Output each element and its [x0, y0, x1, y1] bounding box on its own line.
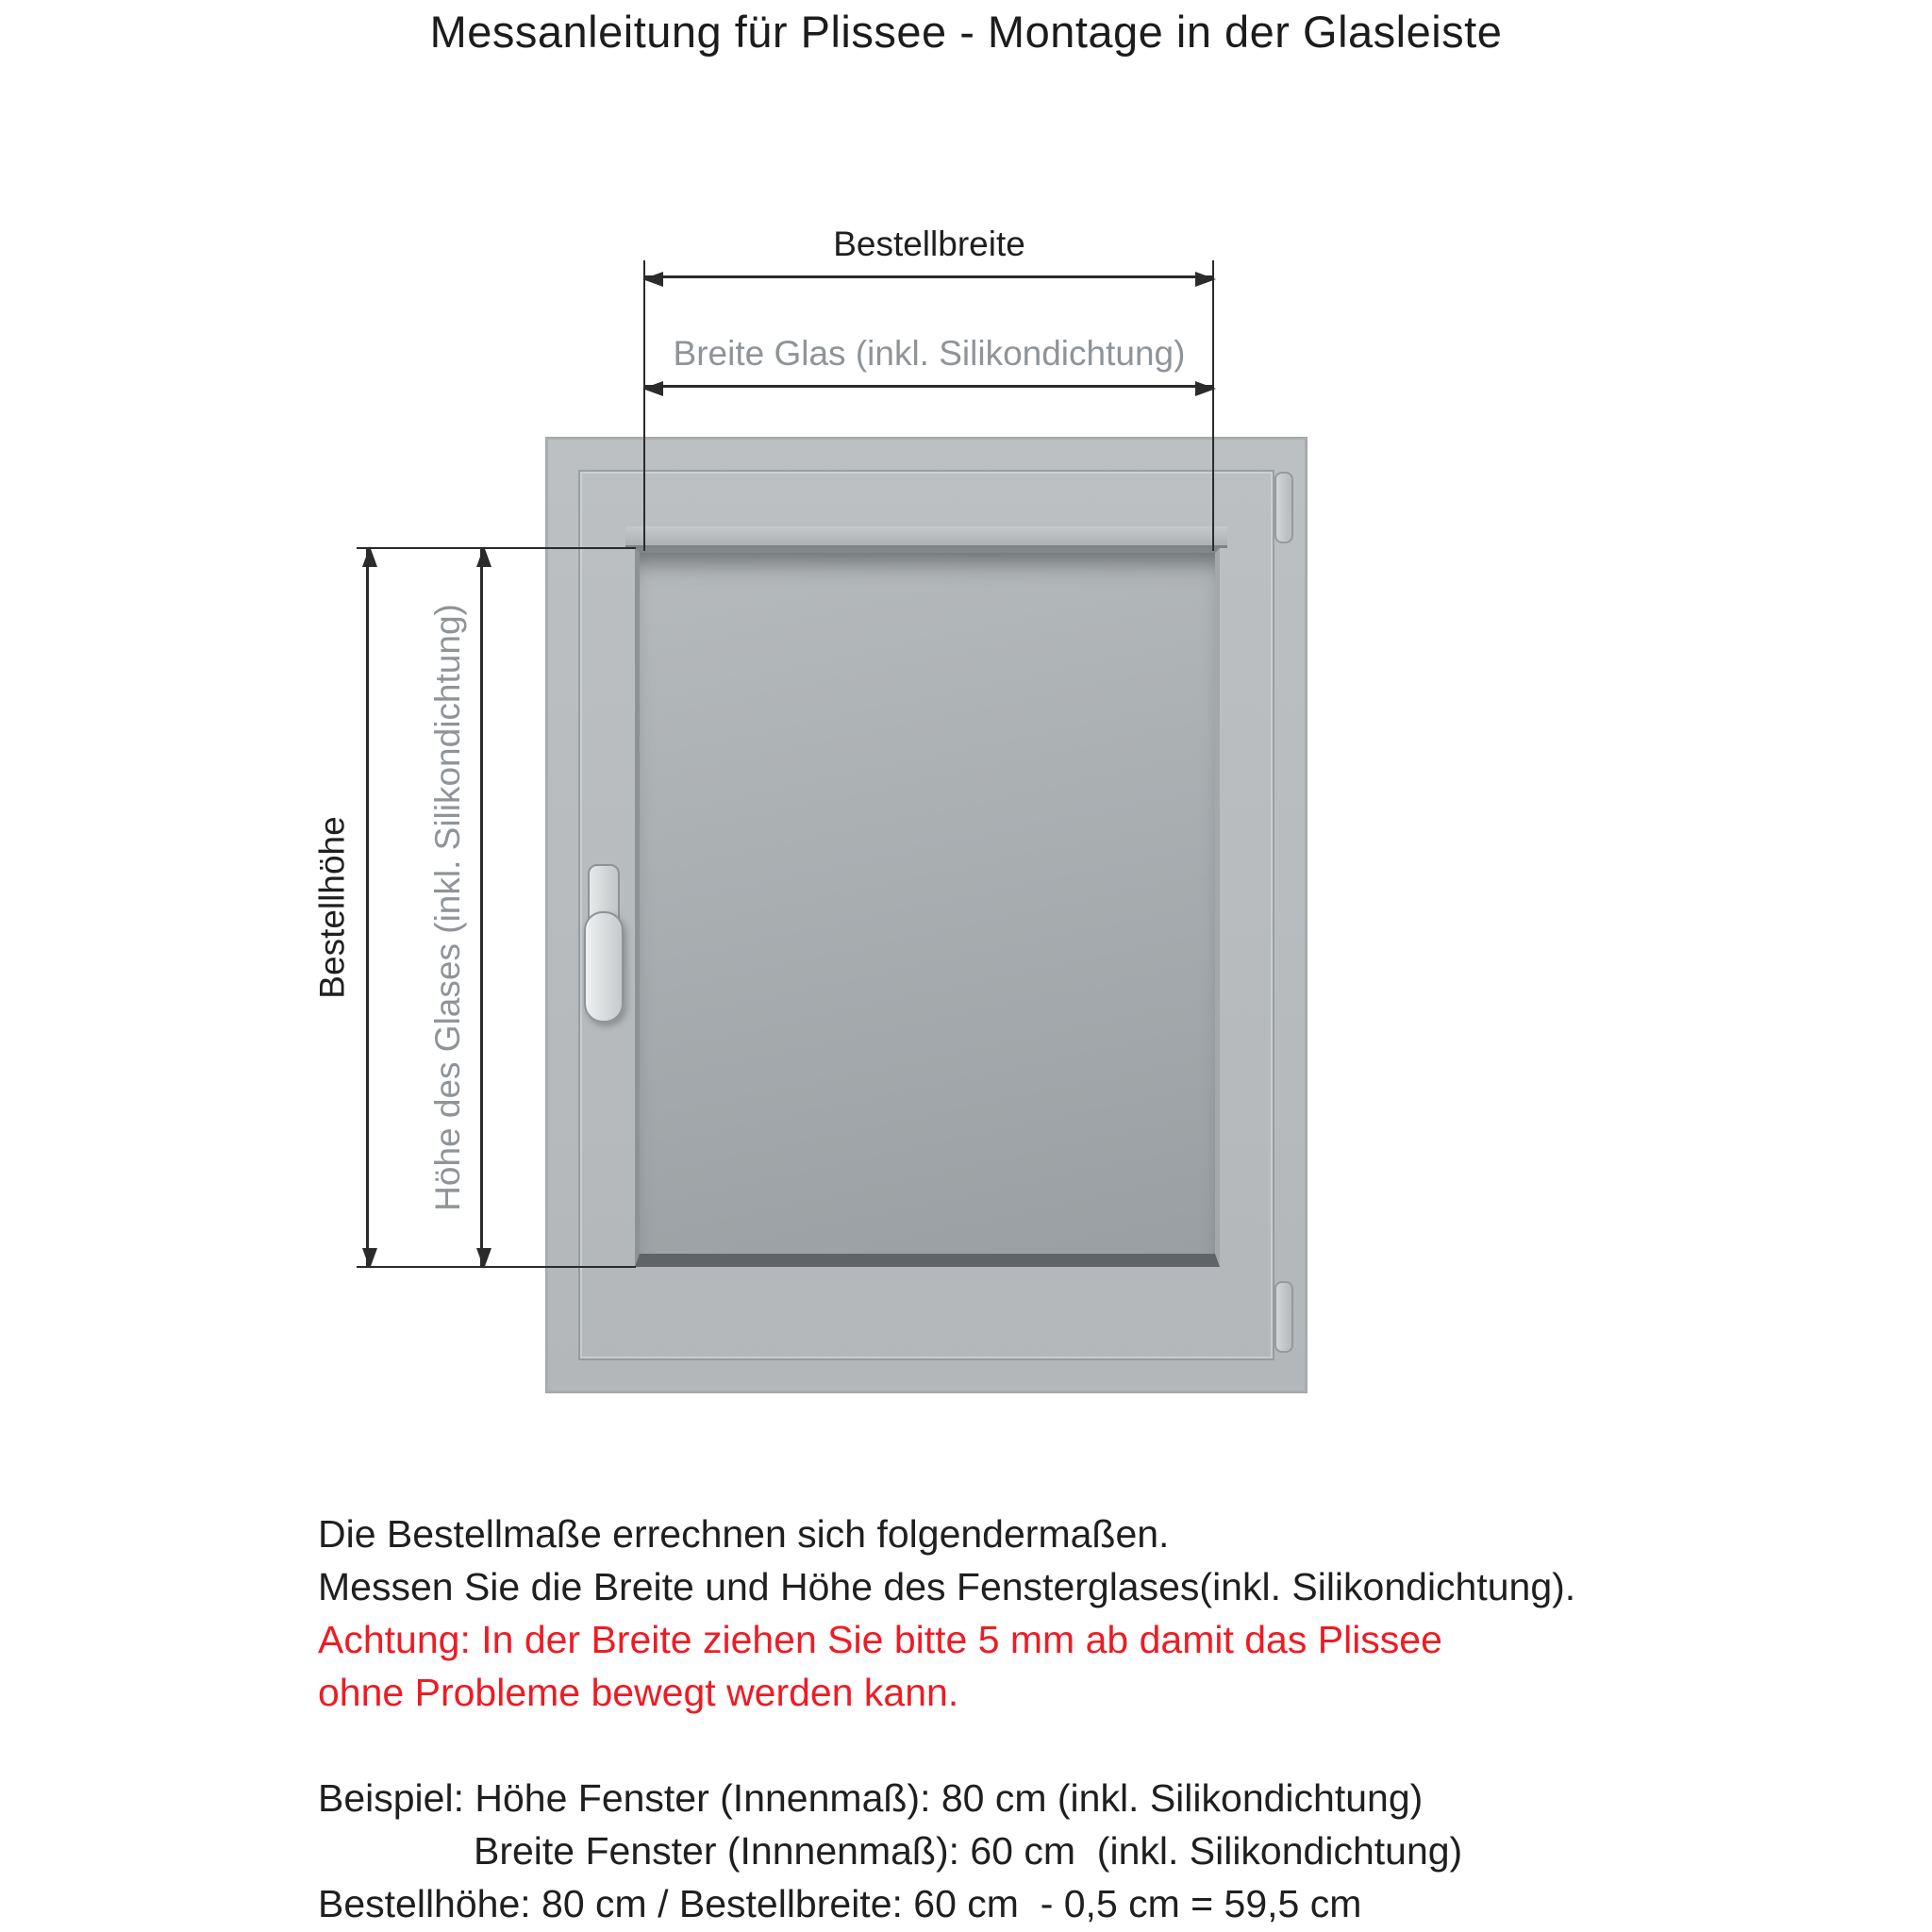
window-illustration: [546, 438, 1307, 1392]
example-block: [318, 1772, 1575, 1930]
extension-line-top: [357, 547, 636, 549]
arrowhead-left-icon: [642, 272, 663, 287]
glass-height-label: Höhe des Glases (inkl. Silikondichtung): [428, 604, 467, 1211]
glass-width-dimension-line: [644, 385, 1214, 388]
extension-line-right: [1212, 260, 1214, 551]
window-handle: [584, 911, 624, 1023]
glass-width-label: Breite Glas (inkl. Silikondichtung): [673, 334, 1186, 373]
example-line: Beispiel: Höhe Fenster (Innenmaß): 80 cm (inkl. Silikondichtung): [318, 1776, 1424, 1820]
arrowhead-left-icon: [642, 381, 663, 396]
arrowhead-up-icon: [362, 546, 377, 567]
instruction-line: Die Bestellmaße errechnen sich folgendermaßen.: [318, 1512, 1170, 1556]
order-width-label: Bestellbreite: [833, 225, 1025, 263]
instruction-line: Messen Sie die Breite und Höhe des Fensterglases(inkl. Silikondichtung).: [318, 1565, 1576, 1608]
warning-line: ohne Probleme bewegt werden kann.: [318, 1671, 959, 1714]
example-line: Bestellhöhe: 80 cm / Bestellbreite: 60 cm - 0,5 cm = 59,5 cm: [318, 1882, 1362, 1925]
window-glass: [635, 548, 1220, 1267]
order-width-dimension-line: [644, 275, 1214, 278]
warning-line: Achtung: In der Breite ziehen Sie bitte 5 mm ab damit das Plissee: [318, 1618, 1442, 1661]
order-height-dimension-line: [366, 548, 369, 1267]
page-title: Messanleitung für Plissee - Montage in der Glasleiste: [429, 7, 1503, 57]
window-hinge-bottom-icon: [1274, 1281, 1293, 1353]
example-line: Breite Fenster (Innnenmaß): 60 cm (inkl. Silikondichtung): [474, 1829, 1463, 1873]
order-height-label: Bestellhöhe: [313, 816, 352, 999]
window-hinge-top-icon: [1274, 472, 1293, 543]
extension-line-left: [643, 260, 645, 551]
extension-line-bottom: [357, 1266, 636, 1268]
glass-height-dimension-line: [480, 548, 483, 1267]
arrowhead-up-icon: [476, 546, 491, 567]
instruction-text-block: [318, 1507, 1575, 1930]
glazing-bead-top: [625, 526, 1227, 548]
